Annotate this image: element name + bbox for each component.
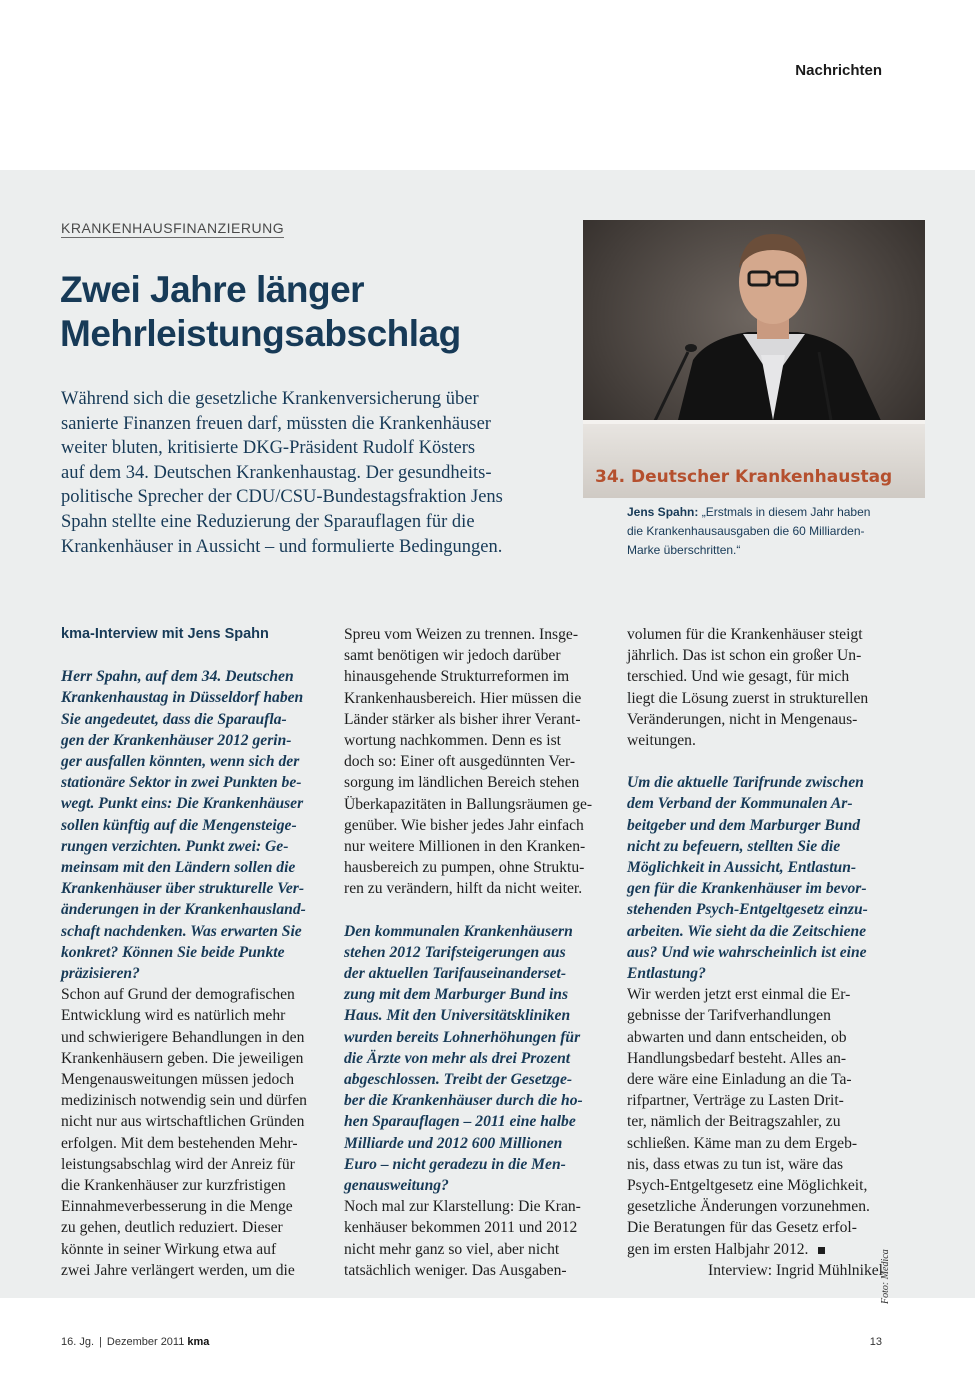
lead-line: politische Sprecher der CDU/CSU-Bundestagsfraktion Jens	[61, 487, 503, 508]
question-line: arbeiten. Wie sieht da die Zeitschiene	[627, 922, 867, 940]
answer-line: gebnisse der Tarifverhandlungen	[627, 1007, 831, 1025]
article-column-3	[627, 624, 883, 1281]
answer-2	[344, 1196, 600, 1281]
answer-line: gesetzliche Änderungen vorzunehmen.	[627, 1198, 870, 1216]
caption-line: Marke überschritten.“	[627, 543, 741, 557]
question-line: Milliarde und 2012 600 Millionen	[344, 1134, 563, 1152]
article-column-2	[344, 624, 600, 1281]
answer-line: Krankenhäusern geben. Die jeweiligen	[61, 1049, 304, 1067]
answer-line: samt benötigen wir jedoch darüber	[344, 647, 561, 665]
question-line: Krankenhäuser über strukturelle Ver-	[61, 880, 305, 898]
answer-line: genüber. Wie bisher jedes Jahr einfach	[344, 816, 584, 834]
question-line: genausweitung?	[344, 1177, 449, 1195]
answer-line: jährlich. Das ist schon ein großer Un-	[627, 647, 862, 665]
answer-line: Veränderungen, nicht in Mengenaus-	[627, 710, 858, 728]
answer-line: Handlungsbedarf besteht. Alles an-	[627, 1049, 847, 1067]
question-line: Den kommunalen Krankenhäusern	[344, 922, 573, 940]
footer-issue-info: 16. Jg. | Dezember 2011 kma	[61, 1336, 210, 1348]
question-line: rungen verzichten. Punkt zwei: Ge-	[61, 837, 289, 855]
answer-line: nur weitere Millionen in den Kranken-	[344, 838, 586, 856]
answer-line: liegt die Lösung zuerst in strukturellen	[627, 689, 869, 707]
caption-line: die Krankenhausausgaben die 60 Milliarden-	[627, 524, 865, 538]
question-line: hen Sparauflagen – 2011 eine halbe	[344, 1113, 576, 1131]
answer-line: die Krankenhäuser zur kurzfristigen	[61, 1177, 286, 1195]
caption-speaker: Jens Spahn:	[627, 505, 699, 519]
answer-line: hausbereich zu pumpen, ohne Struktu-	[344, 859, 585, 877]
answer-line: könnte in seiner Wirkung etwa auf	[61, 1240, 277, 1258]
answer-line: Wir werden jetzt erst einmal die Er-	[627, 986, 851, 1004]
speaker-photo	[583, 220, 925, 498]
photo-caption	[627, 503, 887, 560]
answer-line: rifpartner, Verträge zu Lasten Drit-	[627, 1092, 844, 1110]
interviewer-credit: Interview: Ingrid Mühlnikel	[708, 1261, 883, 1279]
headline-line-1: Zwei Jahre länger	[60, 269, 365, 310]
answer-line: volumen für die Krankenhäuser steigt	[627, 626, 863, 643]
answer-line: zwei Jahre verlängert werden, um die	[61, 1261, 295, 1279]
answer-line: dere wäre eine Einladung an die Ta-	[627, 1071, 852, 1089]
answer-line: Schon auf Grund der demografischen	[61, 986, 295, 1004]
answer-line: Psych-Entgeltgesetz eine Möglichkeit,	[627, 1177, 868, 1195]
question-line: abgeschlossen. Treibt der Gesetzge-	[344, 1071, 573, 1089]
lead-line: auf dem 34. Deutschen Krankenhaustag. Der gesundheits-	[61, 462, 492, 483]
question-line: sollen künftig auf die Mengensteige-	[61, 816, 297, 834]
answer-line: Länder stärker als bisher ihrer Verant-	[344, 710, 581, 728]
answer-line: Mengenausweitungen müssen jedoch	[61, 1071, 294, 1089]
answer-3	[627, 984, 883, 1260]
answer-line: kenhäuser bekommen 2011 und 2012	[344, 1219, 578, 1237]
article-column-1	[61, 624, 317, 1281]
answer-1-continued	[344, 624, 600, 900]
lead-line: weiter bluten, kritisierte DKG-Präsident Rudolf Kösters	[61, 438, 476, 459]
question-line: beitgeber und dem Marburger Bund	[627, 816, 861, 834]
answer-line: medizinisch notwendig sein und dürfen	[61, 1092, 307, 1110]
question-line: Herr Spahn, auf dem 34. Deutschen	[61, 668, 294, 686]
article-kicker: KRANKENHAUSFINANZIERUNG	[61, 220, 285, 236]
question-line: Euro – nicht geradezu in die Men-	[344, 1155, 566, 1173]
lead-line: Während sich die gesetzliche Krankenversicherung über	[61, 389, 479, 409]
answer-line: und schwierigere Behandlungen in den	[61, 1028, 305, 1046]
question-1	[61, 666, 317, 984]
question-line: wurden bereits Lohnerhöhungen für	[344, 1028, 581, 1046]
question-line: dem Verband der Kommunalen Ar-	[627, 795, 853, 813]
answer-line: terschied. Und wie gesagt, für mich	[627, 668, 850, 686]
question-line: gen für die Krankenhäuser im bevor-	[627, 880, 867, 898]
question-line: stehenden Psych-Entgeltgesetz einzu-	[627, 901, 868, 919]
question-line: änderungen in der Krankenhausland-	[61, 901, 306, 919]
question-line: stehen 2012 Tarifsteigerungen aus	[344, 943, 566, 961]
answer-line: Einnahmeverbesserung in die Menge	[61, 1198, 293, 1216]
question-line: Entlastung?	[627, 965, 706, 983]
question-line: die Ärzte von mehr als drei Prozent	[344, 1049, 571, 1067]
question-line: wegt. Punkt eins: Die Krankenhäuser	[61, 795, 304, 813]
answer-line: schließen. Käme man zu dem Ergeb-	[627, 1134, 858, 1152]
answer-line: tatsächlich weniger. Das Ausgaben-	[344, 1261, 567, 1279]
answer-line: ren zu verändern, hilft da nicht weiter.	[344, 880, 583, 898]
answer-line: erfolgen. Mit dem bestehenden Mehr-	[61, 1134, 298, 1152]
answer-1	[61, 984, 317, 1281]
end-of-article-icon	[818, 1247, 825, 1254]
question-line: der aktuellen Tarifauseinanderset-	[344, 965, 567, 983]
question-line: zung mit dem Marburger Bund ins	[344, 986, 569, 1004]
footer-brand-logo: kma	[187, 1336, 210, 1348]
photo-credit: Foto: Medica	[880, 1249, 891, 1304]
question-line: gen der Krankenhäuser 2012 gerin-	[61, 731, 292, 749]
question-line: konkret? Können Sie beide Punkte	[61, 943, 285, 961]
answer-line: wortung nachkommen. Denn es ist	[344, 732, 561, 750]
question-line: schaft nachdenken. Was erwarten Sie	[61, 922, 302, 940]
caption-line: „Erstmals in diesem Jahr haben	[701, 505, 871, 519]
question-3	[627, 772, 883, 984]
answer-line	[627, 1239, 883, 1260]
answer-line: hinausgehende Strukturreformen im	[344, 668, 570, 686]
question-line: ger ausfallen könnten, wenn sich der	[61, 753, 300, 770]
question-line: Haus. Mit den Universitätskliniken	[344, 1007, 571, 1025]
answer-line: leistungsabschlag wird der Anreiz für	[61, 1155, 295, 1173]
answer-2-continued	[627, 624, 883, 751]
answer-line: nis, dass etwas zu tun ist, wäre das	[627, 1155, 844, 1173]
answer-line: Überkapazitäten in Ballungsräumen ge-	[344, 795, 593, 813]
answer-line: Spreu vom Weizen zu trennen. Insge-	[344, 626, 579, 643]
lead-line: Spahn stellte eine Reduzierung der Sparauflagen für die	[61, 511, 475, 532]
answer-line: Noch mal zur Klarstellung: Die Kran-	[344, 1198, 581, 1216]
answer-line: Krankenhausbereich. Hier müssen die	[344, 689, 582, 707]
question-line: präzisieren?	[61, 965, 140, 983]
question-line: Sie angedeutet, dass die Sparaufla-	[61, 710, 287, 728]
answer-last-line-text: gen im ersten Halbjahr 2012.	[627, 1240, 809, 1258]
answer-line: weitungen.	[627, 732, 696, 750]
question-line: ber die Krankenhäuser durch die ho-	[344, 1092, 583, 1110]
question-line: nicht zu befeuern, stellten Sie die	[627, 837, 841, 855]
lead-line: sanierte Finanzen freuen darf, müssten die Krankenhäuser	[61, 413, 491, 434]
interview-heading: kma-Interview mit Jens Spahn	[61, 626, 269, 642]
question-line: Krankenhaustag in Düsseldorf haben	[61, 689, 304, 707]
answer-line: Entwicklung wird es natürlich mehr	[61, 1007, 286, 1025]
question-line: meinsam mit den Ländern sollen die	[61, 859, 296, 877]
question-line: Um die aktuelle Tarifrunde zwischen	[627, 774, 864, 792]
answer-line: zu gehen, deutlich reduziert. Dieser	[61, 1219, 283, 1237]
section-label: Nachrichten	[795, 62, 882, 79]
lead-line: Krankenhäuser in Aussicht – und formulierte Bedingungen.	[61, 536, 503, 557]
footer-date: Dezember 2011	[106, 1336, 185, 1348]
question-2	[344, 921, 600, 1197]
answer-line: ter, nämlich der Beitragszahler, zu	[627, 1113, 841, 1131]
lectern-banner-text: 34. Deutscher Krankenhaustag	[595, 467, 893, 487]
question-line: Möglichkeit in Aussicht, Entlastun-	[627, 859, 857, 877]
headline-line-2: Mehrleistungsabschlag	[60, 313, 461, 354]
answer-line: nicht mehr ganz so viel, aber nicht	[344, 1240, 560, 1258]
answer-line: abwarten und dann entscheiden, ob	[627, 1028, 847, 1046]
question-line: stationäre Sektor in zwei Punkten be-	[61, 774, 302, 792]
question-line: aus? Und wie wahrscheinlich ist eine	[627, 943, 867, 961]
answer-line: Die Beratungen für das Gesetz erfol-	[627, 1219, 857, 1237]
article-headline	[60, 268, 560, 356]
answer-line: nicht nur aus wirtschaftlichen Gründen	[61, 1113, 305, 1131]
page-number: 13	[869, 1336, 882, 1348]
footer-volume: 16. Jg.	[61, 1336, 95, 1348]
answer-line: doch so: Einer oft ausgedünnten Ver-	[344, 753, 576, 771]
speaker-photo-illustration	[583, 220, 925, 498]
article-lead	[61, 387, 531, 559]
answer-line: sorgung im ländlichen Bereich stehen	[344, 774, 580, 792]
